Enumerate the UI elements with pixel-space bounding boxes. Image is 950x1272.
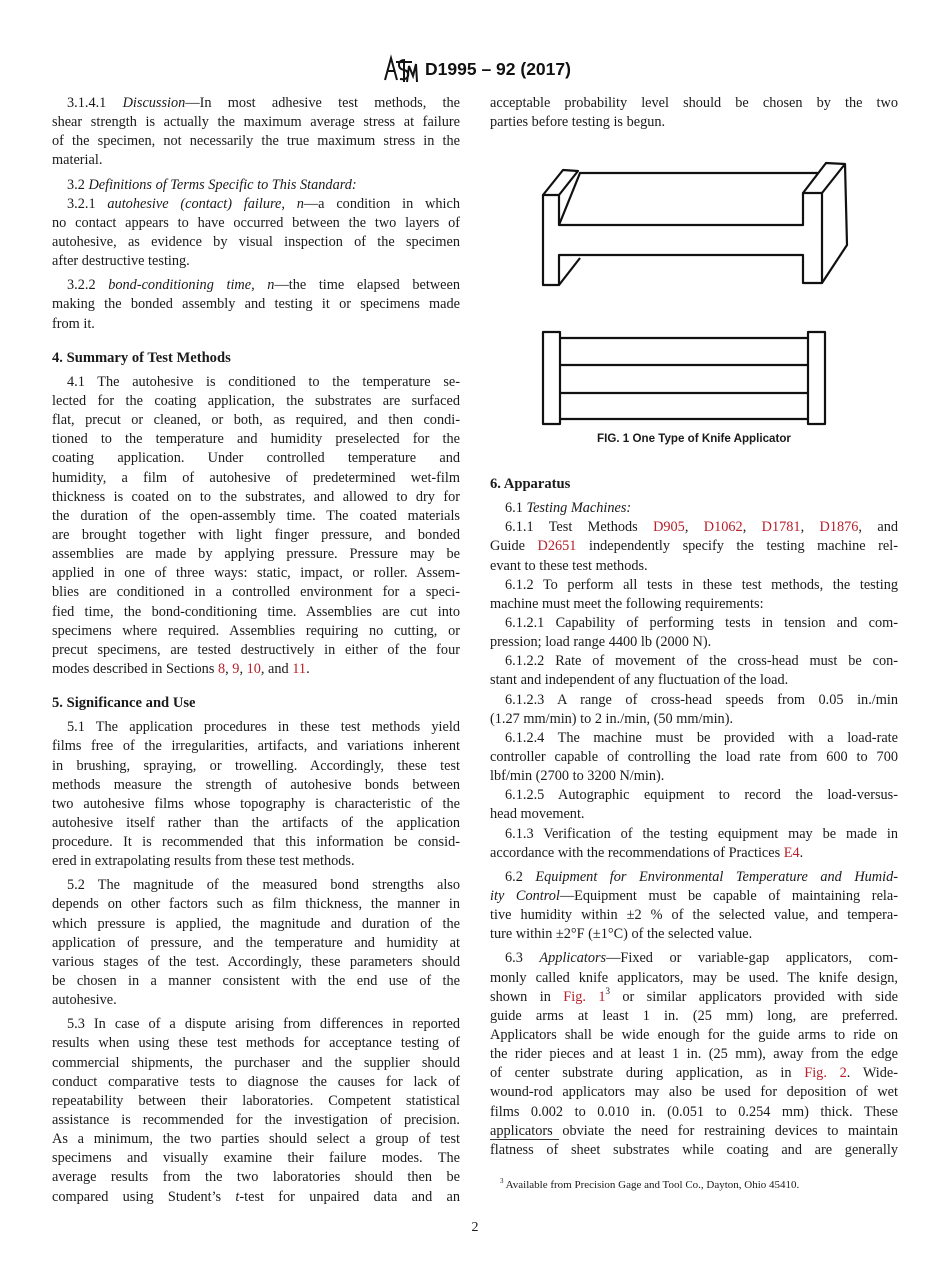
text: tioned to the temperature and humidity preselected for the [52, 431, 460, 448]
text: material. [52, 152, 103, 169]
text: modes described in Sections [52, 660, 218, 677]
text: head movement. [490, 806, 585, 823]
text: independently specify the testing machine rel- [576, 538, 899, 555]
text: applied in one of three ways: static, impact, or roller. Assem- [52, 565, 460, 582]
footnote-mark: 3 [500, 1177, 504, 1185]
reference-link[interactable]: 9 [232, 660, 240, 677]
document-designation: D1995 – 92 (2017) [425, 58, 571, 79]
text-line [490, 949, 898, 968]
text-line [52, 603, 460, 622]
paragraph [490, 614, 898, 652]
text: 6.1.2.4 The machine must be provided with a load-rate [505, 729, 898, 746]
text: shear strength is actually the maximum average stress at failure [52, 114, 460, 131]
text: assemblies are made by applying pressure. Pressure may be [52, 546, 460, 563]
italic-text: t [235, 1188, 240, 1205]
text-line [490, 887, 898, 906]
text: —Fixed or variable-gap applicators, com- [606, 950, 898, 967]
text: shown in [490, 988, 564, 1005]
text-line [52, 1034, 460, 1053]
text: depends on other factors such as film thickness, the manner in [52, 896, 460, 913]
italic-text: Definitions of Terms Specific to This Standard: [88, 176, 357, 193]
text-line [490, 786, 898, 805]
text-line [490, 595, 898, 614]
text-line [52, 953, 460, 972]
text-line [52, 814, 460, 833]
text: 3.2.2 [67, 277, 109, 294]
text: specimens where required. Assemblies requiring no cutting, or [52, 622, 460, 639]
text-line [52, 526, 460, 545]
text-line [52, 1168, 460, 1187]
text: , [225, 660, 233, 677]
text-line [52, 852, 460, 871]
text: 3.2 [67, 176, 89, 193]
figure-knife-applicator [0, 0, 950, 450]
text: flatness of sheet substrates while coating and are generally [490, 1141, 898, 1158]
text-line [52, 469, 460, 488]
text: wound-rod applicators may also be used for deposition of wet [490, 1084, 898, 1101]
text-line [490, 652, 898, 671]
text: 5.1 The application procedures in these test methods yield [67, 719, 460, 736]
text: commercial shipments, the purchaser and the supplier should [52, 1054, 460, 1071]
paragraph [490, 786, 898, 824]
text-line [490, 671, 898, 690]
text: of the specimen, not necessarily the true maximum stress in the [52, 133, 460, 150]
paragraph [490, 825, 898, 863]
text: results when using these test methods for acceptance testing of [52, 1035, 460, 1052]
text: conduct comparative tests to diagnose the causes for lack of [52, 1073, 460, 1090]
text-line [52, 737, 460, 756]
text-line [490, 537, 898, 556]
text-line [490, 748, 898, 767]
text-line [52, 622, 460, 641]
reference-link[interactable]: D2651 [537, 538, 577, 555]
text-line [490, 1064, 898, 1083]
text: 6.1.3 Verification of the testing equipment may be made in [505, 825, 898, 842]
text: humidity, a film of autohesive of predetermined wet-film [52, 469, 460, 486]
reference-link[interactable]: Fig. 1 [563, 988, 606, 1005]
text-line [52, 1092, 460, 1111]
text-line [52, 1015, 460, 1034]
text: after destructive testing. [52, 253, 190, 270]
text: 5.3 In case of a dispute arising from differences in reported [67, 1016, 460, 1033]
text-line [52, 545, 460, 564]
reference-link[interactable]: D1876 [819, 519, 859, 536]
text-line [490, 1103, 898, 1122]
text: the duration of the open-assembly time. The coated materials [52, 507, 460, 524]
text: , [800, 519, 820, 536]
text: 5.2 The magnitude of the measured bond strengths also [67, 877, 460, 894]
page-number: 2 [471, 1220, 479, 1235]
text: As a minimum, the two parties should select a group of test [52, 1131, 460, 1148]
text: various stages of the test. Accordingly, these parameters should [52, 953, 460, 970]
text: ture within ±2°F (±1°C) of the selected value. [490, 926, 753, 943]
text: 4.1 The autohesive is conditioned to the temperature se- [67, 373, 460, 390]
text-line [52, 1149, 460, 1168]
paragraph [490, 949, 898, 1160]
paragraph [490, 652, 898, 690]
text-line [52, 718, 460, 737]
text: coating application. Under controlled temperature and [52, 450, 460, 467]
text: Applicators shall be wide enough for the guide arms to ride on [490, 1026, 898, 1043]
text-line [490, 906, 898, 925]
text: . [306, 660, 310, 677]
text-line [52, 934, 460, 953]
text: thickness is coated on to the substrates, and allowed to dry for [52, 488, 460, 505]
text: films 0.002 to 0.010 in. (0.051 to 0.254 mm) thick. These [490, 1103, 898, 1120]
reference-link[interactable]: 11 [292, 660, 307, 677]
reference-link[interactable]: E4 [783, 844, 800, 861]
italic-text: Applicators [539, 950, 607, 967]
paragraph [490, 691, 898, 729]
text-line [490, 767, 898, 786]
text: -test for unpaired data and an [239, 1188, 460, 1205]
paragraph [490, 729, 898, 786]
text: fied time, the bond-conditioning time. Assemblies are cut into [52, 603, 460, 620]
text-line [52, 1054, 460, 1073]
footnote-text: Available from Precision Gage and Tool Co., Dayton, Ohio 45410. [505, 1179, 800, 1191]
text: procedure. It is recommended that this information be consid- [52, 834, 460, 851]
text: monly called knife applicators, may be used. The knife design, [490, 969, 898, 986]
text: —In most adhesive test methods, the [185, 95, 460, 111]
text: methods measure the strength of autohesive bonds between [52, 776, 460, 793]
text: —Equipment must be capable of maintaining rela- [559, 887, 898, 904]
text: (1.27 mm/min) to 2 in./min, (50 mm/min). [490, 710, 734, 727]
text-line [490, 499, 898, 518]
paragraph [52, 876, 460, 1010]
paragraph [490, 868, 898, 945]
applicator-plan-drawing [543, 332, 825, 424]
italic-text: Discussion [122, 95, 186, 111]
reference-link[interactable]: D905 [653, 519, 685, 536]
text: guide arms at least 1 in. (25 mm) long, are preferred. [490, 1007, 898, 1024]
text: autohesive, as evidence by visual inspection of the specimen [52, 233, 460, 250]
text: —the time elapsed between [274, 277, 460, 294]
text-line [490, 1122, 898, 1141]
text: 6.1.2.2 Rate of movement of the cross-head must be con- [505, 653, 898, 670]
text: evant to these test methods. [490, 557, 648, 574]
text: 6.1 [505, 500, 527, 517]
text: flat, precut or cleaned, or both, as required, and then condi- [52, 412, 460, 429]
text-line [490, 805, 898, 824]
text-line [52, 449, 460, 468]
text-line [52, 795, 460, 814]
text: 6.1.2 To perform all tests in these test methods, the testing [505, 576, 898, 593]
text: assistance is recommended for the investigation of precision. [52, 1112, 460, 1129]
text: ered in extrapolating results from these test methods. [52, 853, 355, 870]
text-line [490, 969, 898, 988]
text: applicators obviate the need for restraining devices to maintain [490, 1122, 898, 1139]
text-line [490, 1026, 898, 1045]
text-line [52, 876, 460, 895]
text: Guide [490, 538, 538, 555]
reference-link[interactable]: D1781 [761, 519, 801, 536]
text: parties before testing is begun. [490, 114, 666, 131]
text-line [52, 991, 460, 1010]
text: repeatability between their laboratories. Competent statistical [52, 1092, 460, 1109]
paragraph [52, 718, 460, 871]
applicator-isometric-drawing [543, 163, 847, 285]
text-line [490, 844, 898, 863]
text: accordance with the recommendations of Practices [490, 844, 784, 861]
footnote [500, 1179, 799, 1191]
text-line [52, 1073, 460, 1092]
section-heading: 6. Apparatus [490, 476, 571, 492]
text-line [52, 641, 460, 660]
text-line [52, 1130, 460, 1149]
reference-link[interactable]: 8 [217, 660, 226, 677]
italic-text: autohesive (contact) failure, n [107, 195, 304, 212]
text: films free of the irregularities, artifacts, and variations inherent [52, 738, 460, 755]
text-line [490, 691, 898, 710]
text: the rider pieces and at least 1 in. (25 mm), away from the edge [490, 1046, 898, 1063]
section-heading: 5. Significance and Use [52, 695, 196, 712]
text: stant and independent of any fluctuation of the load. [490, 672, 789, 689]
text: compared using Student’s [52, 1188, 236, 1205]
text: from it. [52, 315, 95, 332]
text-line [490, 868, 898, 887]
text-line [490, 1141, 898, 1160]
footnote-ref: 3 [605, 985, 610, 996]
text: , [684, 519, 704, 536]
text-line [490, 825, 898, 844]
text: acceptable probability level should be chosen by the two [490, 95, 898, 111]
text-line [52, 1188, 460, 1207]
text-line [52, 583, 460, 602]
text-line [490, 925, 898, 944]
text: pression; load range 4400 lb (2000 N). [490, 634, 712, 651]
text: 6.3 [505, 950, 540, 967]
text-line [52, 1111, 460, 1130]
right-column [490, 475, 898, 1160]
text: —a condition in which [303, 195, 460, 212]
text: precut specimens, are tested destructively in either of the four [52, 641, 460, 658]
text-line [490, 985, 898, 1007]
text: which pressure is applied, the magnitude and duration of the [52, 915, 460, 932]
text: 6.1.1 Test Methods [505, 519, 654, 536]
text-line [490, 1083, 898, 1102]
text: , and [260, 660, 293, 677]
text-line [490, 614, 898, 633]
italic-text: Testing Machines: [526, 500, 632, 517]
text: , [742, 519, 762, 536]
text-line [52, 972, 460, 991]
text: tive humidity within ±2 % of the selected value, and tempera- [490, 907, 898, 924]
text: be chosen in a manner consistent with the end use of the [52, 973, 460, 990]
italic-text: bond-conditioning time, n [108, 277, 275, 294]
section-heading: 4. Summary of Test Methods [52, 349, 231, 366]
text-line [52, 660, 460, 679]
text-line [490, 633, 898, 652]
text: 6.1.2.1 Capability of performing tests in tension and com- [505, 614, 898, 631]
text-line [52, 488, 460, 507]
text: autohesive itself rather than the artifacts of the application [52, 814, 460, 831]
text-line [490, 729, 898, 748]
text-line [52, 564, 460, 583]
text: average results from the two laboratories should then be [52, 1169, 460, 1186]
text-line [490, 576, 898, 595]
text: blies are conditioned in a controlled environment for a speci- [52, 584, 460, 601]
text-line [490, 1007, 898, 1026]
text: two autohesive films whose topography is characteristic of the [52, 795, 460, 812]
text: lected for the coating application, the substrates are surfaced [52, 392, 460, 409]
text-line [490, 518, 898, 537]
text: , and [858, 519, 898, 536]
text: machine must meet the following requirements: [490, 595, 764, 612]
text: 6.1.2.5 Autographic equipment to record the load-versus- [505, 787, 898, 804]
text: . [799, 844, 804, 861]
text: specimens and visually examine their failure modes. The [52, 1150, 460, 1167]
text-line [52, 895, 460, 914]
text-line [490, 557, 898, 576]
text: controller capable of controlling the load rate from 600 to 700 [490, 748, 898, 765]
text: 3.2.1 [67, 195, 108, 212]
text: 6.1.2.3 A range of cross-head speeds from 0.05 in./min [505, 691, 898, 708]
text-line [52, 833, 460, 852]
text: 3.1.4.1 [67, 95, 123, 111]
reference-link[interactable]: D1062 [703, 519, 743, 536]
italic-text: ity Control [490, 887, 560, 904]
text-line [52, 507, 460, 526]
paragraph [490, 576, 898, 614]
text: making the bonded assembly and testing it or specimens made [52, 296, 460, 313]
figure-caption: FIG. 1 One Type of Knife Applicator [597, 432, 791, 445]
text: 6.2 [505, 868, 536, 885]
text-line [490, 710, 898, 729]
reference-link[interactable]: 10 [246, 660, 261, 677]
paragraph [490, 499, 898, 518]
text: are brought together with light finger pressure, and bonded [52, 526, 460, 543]
text-line [490, 1045, 898, 1064]
text: or similar applicators provided with side [609, 988, 898, 1005]
text: lbf/min (2700 to 3200 N/min). [490, 768, 665, 785]
text: no contact appears to have occurred between the two layers of [52, 214, 460, 231]
text: . Wide- [846, 1065, 898, 1082]
text-line [52, 915, 460, 934]
text: of center substrate during application, as in [490, 1065, 805, 1082]
reference-link[interactable]: Fig. 2 [804, 1065, 847, 1082]
text: , [239, 660, 247, 677]
text: in brushing, spraying, or trowelling. Accordingly, these test [52, 757, 460, 774]
footnote-divider [490, 1139, 559, 1140]
text: autohesive. [52, 992, 117, 1009]
text: application of pressure, and the temperature and humidity at [52, 934, 460, 951]
text-line [52, 757, 460, 776]
text-line [52, 776, 460, 795]
paragraph [490, 518, 898, 575]
paragraph [52, 1015, 460, 1206]
italic-text: Equipment for Environmental Temperature and Humid- [535, 868, 898, 885]
